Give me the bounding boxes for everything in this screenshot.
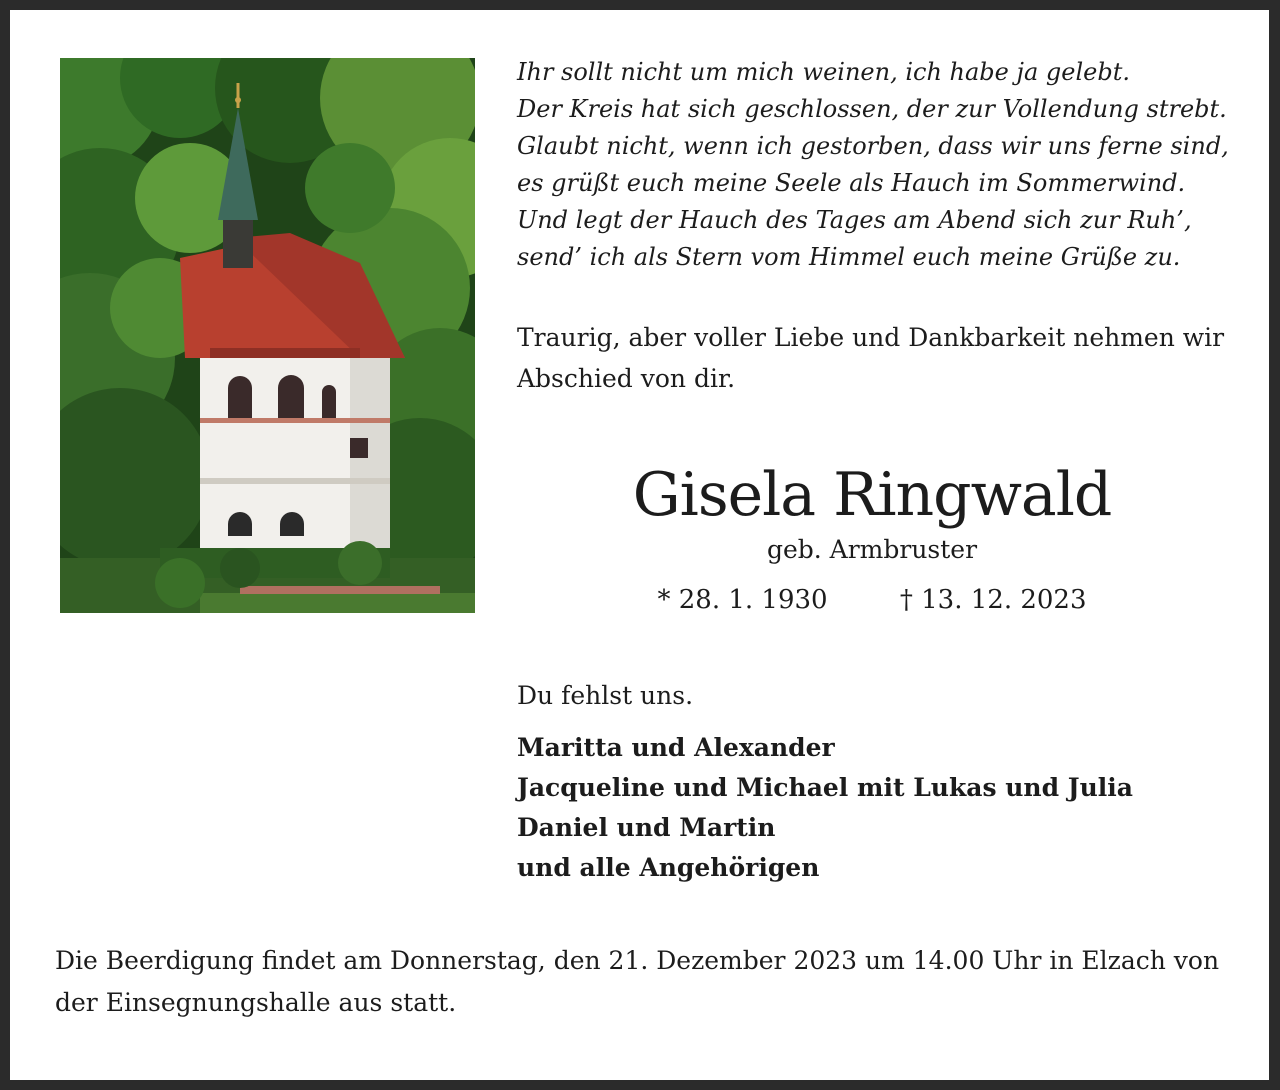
life-dates — [472, 583, 1272, 617]
poem-line: Glaubt nicht, wenn ich gestorben, dass wir uns ferne sind, — [517, 132, 1229, 160]
poem-line: send’ ich als Stern vom Himmel euch meine Grüße zu. — [517, 243, 1181, 271]
poem-line: Ihr sollt nicht um mich weinen, ich habe ja gelebt. — [517, 58, 1130, 86]
chapel-photo — [60, 58, 475, 613]
family-member: Jacqueline und Michael mit Lukas und Julia — [517, 773, 1133, 802]
chapel-in-forest-illustration — [60, 58, 475, 613]
funeral-notice: Die Beerdigung findet am Donnerstag, den 21. Dezember 2023 um 14.00 Uhr in Elzach von der Einsegnungshalle aus statt. — [55, 946, 1220, 1017]
poem-line: Und legt der Hauch des Tages am Abend sich zur Ruh’, — [517, 206, 1192, 234]
birth-name: geb. Armbruster — [766, 535, 978, 564]
closing-text: Du fehlst uns. — [517, 681, 694, 710]
family-member: Maritta und Alexander — [517, 733, 835, 762]
family-list — [517, 728, 1133, 888]
family-member: Daniel und Martin — [517, 813, 776, 842]
obituary-card — [10, 10, 1269, 1080]
family-member: und alle Angehörigen — [517, 853, 820, 882]
death-date: † 13. 12. 2023 — [899, 585, 1087, 615]
poem — [517, 54, 1247, 276]
birth-date: * 28. 1. 1930 — [657, 585, 828, 615]
deceased-name: Gisela Ringwald — [632, 460, 1112, 530]
intro-text: Traurig, aber voller Liebe und Dankbarkeit nehmen wir Abschied von dir. — [517, 323, 1225, 393]
poem-line: Der Kreis hat sich geschlossen, der zur Vollendung strebt. — [517, 95, 1227, 123]
poem-line: es grüßt euch meine Seele als Hauch im Sommerwind. — [517, 169, 1186, 197]
